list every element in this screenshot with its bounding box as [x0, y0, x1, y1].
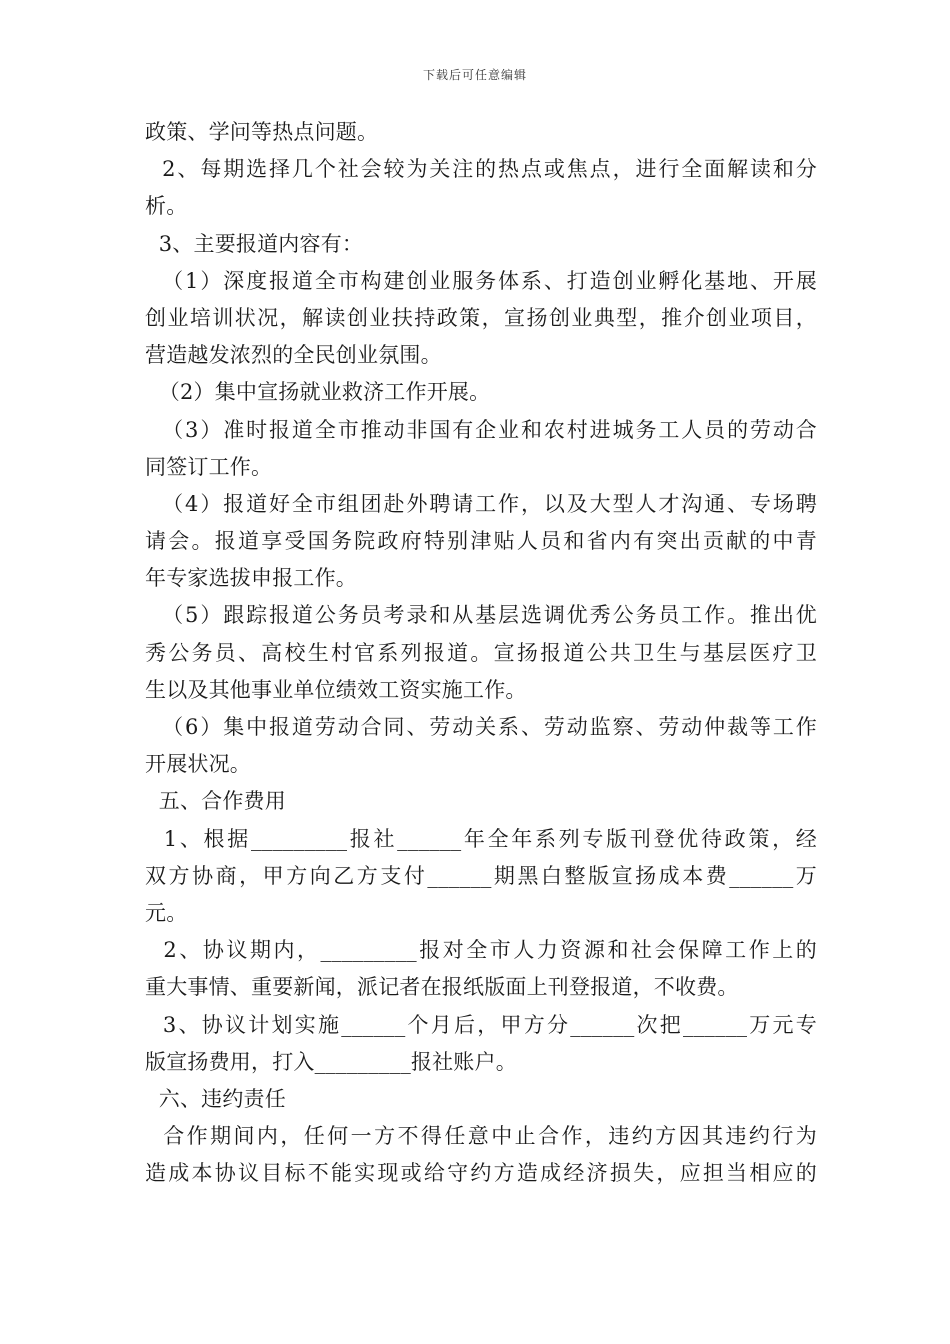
text-line: 造成本协议目标不能实现或给守约方造成经济损失，应担当相应的 — [145, 1161, 817, 1186]
text-line: （5）跟踪报道公务员考录和从基层选调优秀公务员工作。推出优 — [145, 603, 817, 628]
text-line: 同签订工作。 — [145, 454, 273, 479]
text-line: （6）集中报道劳动合同、劳动关系、劳动监察、劳动仲裁等工作 — [145, 715, 817, 739]
text-line: 政策、学问等热点问题。 — [145, 120, 379, 144]
text-line: 双方协商，甲方向乙方支付______期黑白整版宣扬成本费______万 — [145, 863, 817, 888]
text-line: 开展状况。 — [145, 752, 251, 777]
text-line: 2、每期选择几个社会较为关注的热点或焦点，进行全面解读和分 — [145, 157, 817, 182]
document-body — [145, 114, 817, 1192]
text-line: （1）深度报道全市构建创业服务体系、打造创业孵化基地、开展 — [145, 268, 817, 293]
text-line: 生以及其他事业单位绩效工资实施工作。 — [145, 677, 527, 702]
text-line: 元。 — [145, 900, 188, 925]
text-line: 创业培训状况，解读创业扶持政策，宣扬创业典型，推介创业项目， — [145, 305, 817, 330]
text-line: 六、违约责任 — [145, 1086, 286, 1111]
text-line: 合作期间内，任何一方不得任意中止合作，违约方因其违约行为 — [145, 1124, 817, 1149]
text-line: 3、主要报道内容有： — [145, 231, 364, 256]
text-line: （3）准时报道全市推动非国有企业和农村进城务工人员的劳动合 — [145, 417, 817, 442]
text-line: 3、协议计划实施______个月后，甲方分______次把______万元专 — [145, 1012, 817, 1037]
text-line: 年专家选拔申报工作。 — [145, 566, 357, 591]
text-line: 版宣扬费用，打入_________报社账户。 — [145, 1049, 517, 1074]
text-line: 秀公务员、高校生村官系列报道。宣扬报道公共卫生与基层医疗卫 — [145, 640, 817, 665]
text-line: 五、合作费用 — [145, 789, 286, 814]
text-line: 析。 — [145, 194, 188, 219]
text-line: 重大事情、重要新闻，派记者在报纸版面上刊登报道，不收费。 — [145, 975, 739, 1000]
text-line: （2）集中宣扬就业救济工作开展。 — [145, 380, 491, 405]
page-header: 下载后可任意编辑 — [422, 68, 527, 82]
text-line: 2、协议期内，_________报对全市人力资源和社会保障工作上的 — [145, 938, 817, 963]
text-line: （4）报道好全市组团赴外聘请工作，以及大型人才沟通、专场聘 — [145, 491, 817, 516]
text-line: 1、根据_________报社______年全年系列专版刊登优待政策，经 — [145, 826, 817, 851]
text-line: 请会。报道享受国务院政府特别津贴人员和省内有突出贡献的中青 — [145, 529, 817, 554]
text-line: 营造越发浓烈的全民创业氛围。 — [145, 343, 442, 368]
